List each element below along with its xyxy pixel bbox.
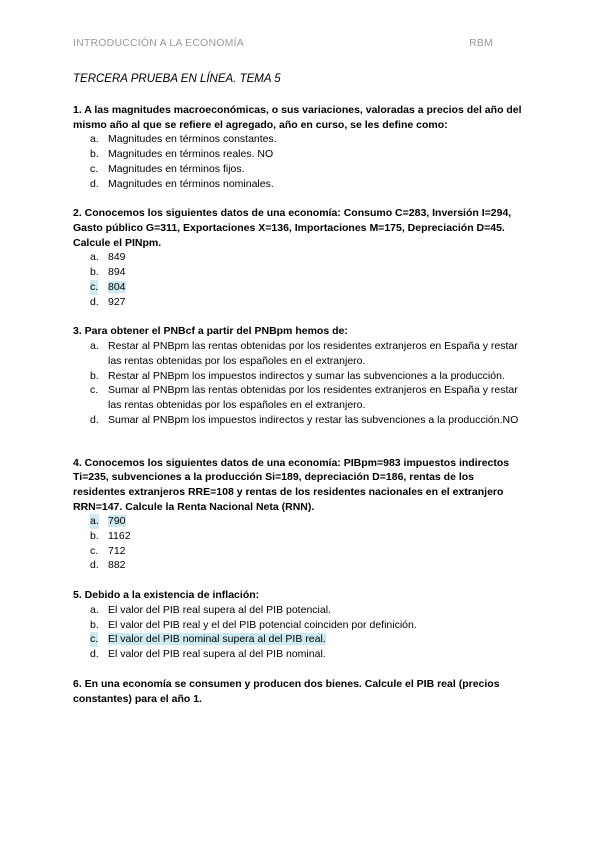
- option-letter: c.: [90, 633, 99, 646]
- option-item: [90, 339, 528, 369]
- option-letter: d.: [90, 295, 99, 308]
- option-item: [90, 147, 528, 162]
- option-text: Restar al PNBpm los impuestos indirectos y sumar las subvenciones a la producción.: [108, 369, 505, 382]
- option-text: 894: [108, 265, 126, 278]
- question-list: [73, 103, 528, 706]
- option-text: 927: [108, 295, 126, 308]
- option-item: [90, 544, 528, 559]
- question-1: [73, 103, 528, 191]
- option-letter: a.: [90, 133, 99, 146]
- option-text: Magnitudes en términos nominales.: [108, 177, 274, 190]
- option-item: [90, 295, 528, 310]
- option-text: 849: [108, 251, 126, 264]
- question-text: 3. Para obtener el PNBcf a partir del PNBpm hemos de:: [73, 325, 348, 338]
- option-letter: b.: [90, 147, 99, 160]
- option-letter: a.: [90, 603, 99, 616]
- option-letter: c.: [90, 280, 99, 293]
- question-text: 1. A las magnitudes macroeconómicas, o sus variaciones, valoradas a precios del año del mismo año al que se refiere el agregado, año en curso, se les define como:: [73, 104, 522, 131]
- option-text: 804: [108, 280, 126, 293]
- option-item: [90, 603, 528, 618]
- option-item: [90, 529, 528, 544]
- option-item: [90, 132, 528, 147]
- option-text: 790: [108, 515, 126, 528]
- option-item: [90, 383, 528, 413]
- header-course-title: INTRODUCCIÓN A LA ECONOMÍA: [73, 37, 244, 49]
- option-letter: d.: [90, 559, 99, 572]
- question-5: [73, 588, 528, 662]
- question-text: 4. Conocemos los siguientes datos de una economía: PIBpm=983 impuestos indirectos Ti=235, subvenciones a la producción Si=189, depreciación D=186, rentas de los residentes extranjeros RRE=108 y rentas de los residentes nacionales en el extranjero RRN=147. Calcule la Renta Nacional Neta (RNN).: [73, 456, 510, 513]
- option-item: [90, 265, 528, 280]
- option-text: El valor del PIB real supera al del PIB potencial.: [108, 603, 331, 616]
- option-text: El valor del PIB real supera al del PIB nominal.: [108, 648, 326, 661]
- question-3: [73, 324, 528, 427]
- option-item-highlighted: [90, 632, 528, 647]
- option-letter: a.: [90, 251, 99, 264]
- option-item: [90, 558, 528, 573]
- option-letter: c.: [90, 544, 99, 557]
- question-text: 6. En una economía se consumen y producen dos bienes. Calcule el PIB real (precios constantes) para el año 1.: [73, 678, 500, 705]
- option-item: [90, 162, 528, 177]
- option-list: [73, 132, 528, 191]
- option-text: Sumar al PNBpm los impuestos indirectos y restar las subvenciones a la producción.NO: [108, 413, 519, 426]
- question-text: 2. Conocemos los siguientes datos de una economía: Consumo C=283, Inversión I=294, Gasto público G=311, Exportaciones X=136, Importaciones M=175, Depreciación D=45. Calcule el PINpm.: [73, 207, 512, 249]
- option-item: [90, 647, 528, 662]
- option-item-highlighted: [90, 514, 528, 529]
- question-2: [73, 206, 528, 309]
- option-item: [90, 413, 528, 428]
- page-header: [73, 37, 493, 49]
- option-letter: b.: [90, 265, 99, 278]
- option-letter: b.: [90, 618, 99, 631]
- option-letter: d.: [90, 413, 99, 426]
- option-text: Restar al PNBpm las rentas obtenidas por los residentes extranjeros en España y restar las rentas obtenidas por los españoles en el extranjero.: [108, 339, 518, 367]
- option-item: [90, 177, 528, 192]
- option-letter: d.: [90, 648, 99, 661]
- option-text: 712: [108, 544, 126, 557]
- option-letter: d.: [90, 177, 99, 190]
- option-letter: c.: [90, 384, 99, 397]
- option-letter: b.: [90, 529, 99, 542]
- option-item-highlighted: [90, 280, 528, 295]
- header-initials: RBM: [469, 37, 493, 49]
- option-list: [73, 603, 528, 662]
- option-list: [73, 339, 528, 428]
- option-text: Sumar al PNBpm las rentas obtenidas por los residentes extranjeros en España y restar las rentas obtenidas por los españoles en el extranjero.: [108, 384, 518, 412]
- question-text: 5. Debido a la existencia de inflación:: [73, 589, 260, 602]
- option-item: [90, 369, 528, 384]
- document-body: [73, 72, 528, 721]
- option-letter: b.: [90, 369, 99, 382]
- option-list: [73, 250, 528, 309]
- option-text: 882: [108, 559, 126, 572]
- option-text: El valor del PIB nominal supera al del PIB real.: [108, 633, 326, 646]
- option-text: Magnitudes en términos reales. NO: [108, 147, 274, 160]
- option-text: El valor del PIB real y el del PIB potencial coinciden por definición.: [108, 618, 417, 631]
- question-4: [73, 456, 528, 574]
- option-letter: a.: [90, 515, 99, 528]
- option-letter: c.: [90, 162, 99, 175]
- question-6: [73, 677, 528, 706]
- option-item: [90, 250, 528, 265]
- option-text: Magnitudes en términos fijos.: [108, 162, 245, 175]
- option-list: [73, 514, 528, 573]
- option-item: [90, 618, 528, 633]
- option-text: 1162: [108, 529, 131, 542]
- option-text: Magnitudes en términos constantes.: [108, 133, 277, 146]
- option-letter: a.: [90, 339, 99, 352]
- page-title: TERCERA PRUEBA EN LÍNEA. TEMA 5: [73, 73, 281, 85]
